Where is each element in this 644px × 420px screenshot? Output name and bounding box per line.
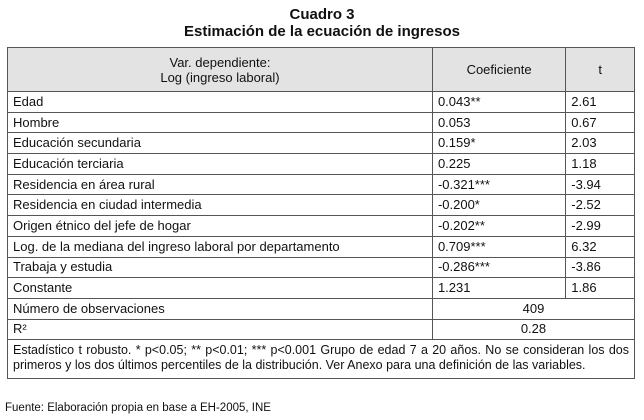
row-t: 1.18 (566, 154, 635, 175)
table-row (8, 278, 635, 299)
row-label: Residencia en área rural (8, 174, 433, 195)
header-coefficient: Coeficiente (432, 48, 565, 92)
row-t: 1.86 (566, 278, 635, 299)
table-title: Cuadro 3 (289, 6, 355, 23)
row-coef: -0.202** (432, 216, 565, 237)
row-coef: -0.321*** (432, 174, 565, 195)
regression-table (7, 47, 635, 379)
stats-row-r2 (8, 319, 635, 340)
header-label-line2: Log (ingreso laboral) (160, 69, 280, 85)
row-t: -2.99 (566, 216, 635, 237)
source-note: Fuente: Elaboración propia en base a EH-2005, INE (5, 402, 271, 414)
table-subtitle: Estimación de la ecuación de ingresos (184, 23, 460, 40)
row-label: Residencia en ciudad intermedia (8, 195, 433, 216)
row-label: Edad (8, 92, 433, 113)
row-coef: 0.709*** (432, 236, 565, 257)
row-coef: 0.159* (432, 133, 565, 154)
table-row (8, 92, 635, 113)
table-row (8, 236, 635, 257)
row-label: Trabaja y estudia (8, 257, 433, 278)
row-label: Log. de la mediana del ingreso laboral por departamento (8, 236, 433, 257)
table-row (8, 216, 635, 237)
row-coef: 0.225 (432, 154, 565, 175)
header-row (8, 48, 635, 92)
stat-value: 409 (432, 298, 634, 319)
row-t: -2.52 (566, 195, 635, 216)
row-t: -3.94 (566, 174, 635, 195)
row-t: 0.67 (566, 112, 635, 133)
stat-value: 0.28 (432, 319, 634, 340)
table-row (8, 195, 635, 216)
row-t: -3.86 (566, 257, 635, 278)
row-label: Hombre (8, 112, 433, 133)
row-coef: -0.200* (432, 195, 565, 216)
table-row (8, 112, 635, 133)
row-t: 2.61 (566, 92, 635, 113)
table-row (8, 133, 635, 154)
table-row (8, 174, 635, 195)
table-footnote: Estadístico t robusto. * p<0.05; ** p<0.01; *** p<0.001 Grupo de edad 7 a 20 años. No se consideran los dos primeros y los dos últimos percentiles de la distribución. Ver Anexo para una definición de las variables. (8, 340, 635, 379)
row-label: Educación terciaria (8, 154, 433, 175)
footnote-row (8, 340, 635, 379)
header-label-line1: Var. dependiente: (169, 54, 271, 70)
row-label: Educación secundaria (8, 133, 433, 154)
table-row (8, 257, 635, 278)
stat-label: Número de observaciones (8, 298, 433, 319)
row-coef: 0.053 (432, 112, 565, 133)
header-dependent-variable (8, 48, 433, 92)
stats-row-observations (8, 298, 635, 319)
row-t: 2.03 (566, 133, 635, 154)
row-coef: -0.286*** (432, 257, 565, 278)
row-coef: 0.043** (432, 92, 565, 113)
header-t: t (566, 48, 635, 92)
stat-label: R² (8, 319, 433, 340)
row-label: Origen étnico del jefe de hogar (8, 216, 433, 237)
row-label: Constante (8, 278, 433, 299)
row-coef: 1.231 (432, 278, 565, 299)
row-t: 6.32 (566, 236, 635, 257)
table-row (8, 154, 635, 175)
